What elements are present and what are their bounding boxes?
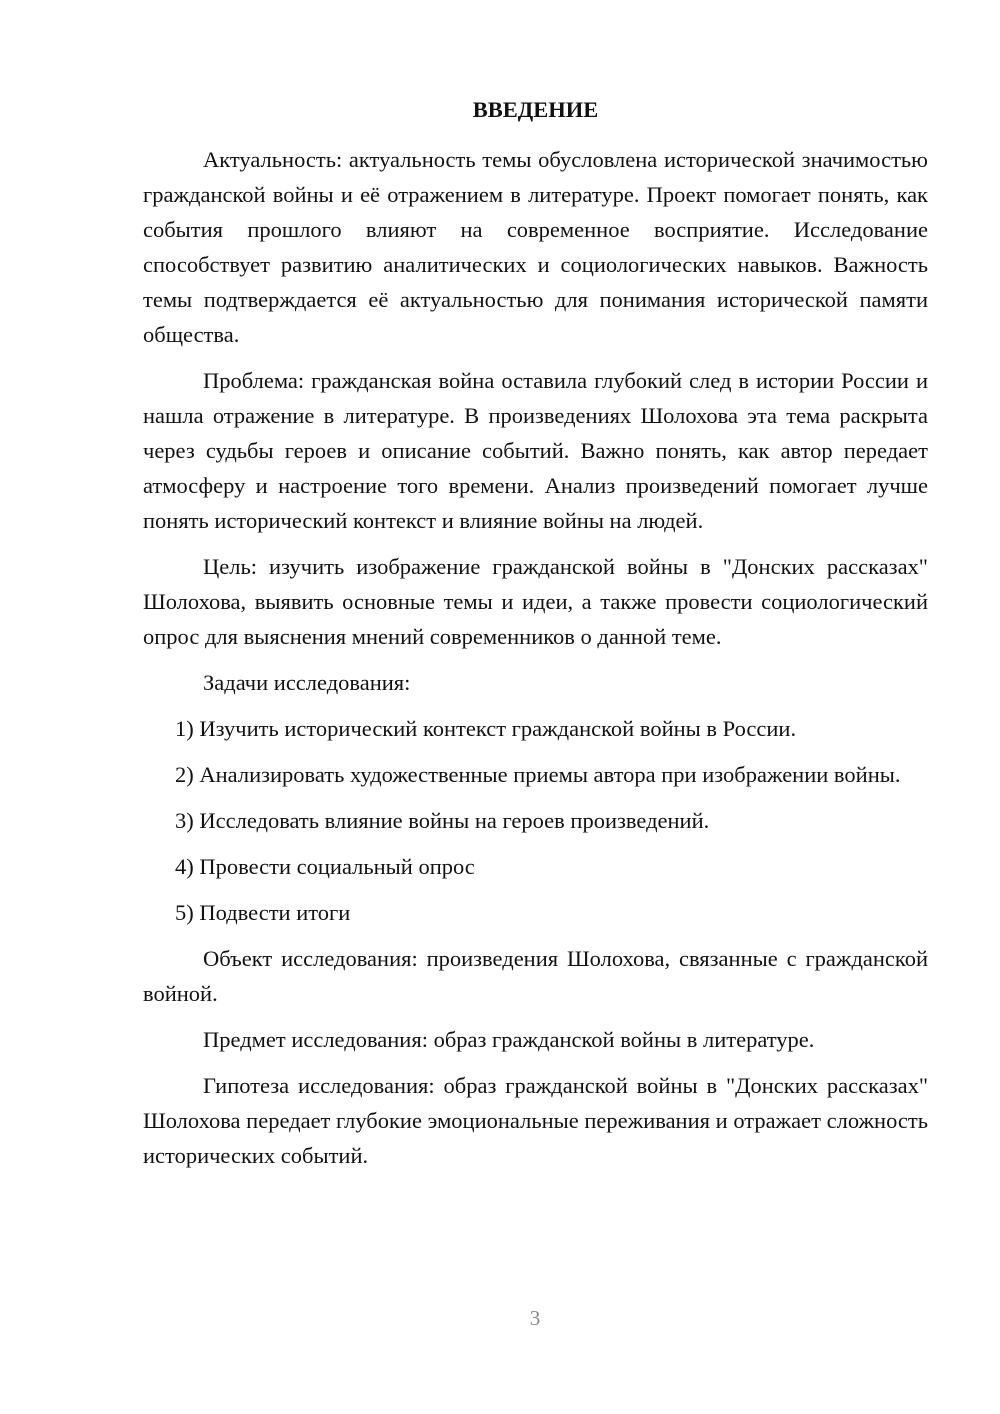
task-item: 2) Анализировать художественные приемы автора при изображении войны. xyxy=(175,762,901,787)
paragraph-relevance: Актуальность: актуальность темы обусловлена исторической значимостью гражданской войны и её отражением в литературе. Проект помогает понять, как события прошлого влияют на современное восприятие. Исследование способствует развитию аналитических и социологических навыков. Важность темы подтверждается её актуальностью для понимания исторической памяти общества. xyxy=(143,147,928,347)
tasks-heading: Задачи исследования: xyxy=(203,670,411,695)
document-page xyxy=(143,92,928,1184)
task-item: 1) Изучить исторический контекст гражданской войны в России. xyxy=(175,716,797,741)
task-item: 4) Провести социальный опрос xyxy=(175,854,475,879)
task-item: 3) Исследовать влияние войны на героев произведений. xyxy=(175,808,710,833)
page-number: 3 xyxy=(529,1306,541,1330)
task-item: 5) Подвести итоги xyxy=(175,900,351,925)
paragraph-object: Объект исследования: произведения Шолохова, связанные с гражданской войной. xyxy=(143,946,928,1006)
paragraph-hypothesis: Гипотеза исследования: образ гражданской войны в "Донских рассказах" Шолохова передает глубокие эмоциональные переживания и отражает сложность исторических событий. xyxy=(143,1073,928,1168)
paragraph-problem: Проблема: гражданская война оставила глубокий след в истории России и нашла отражение в литературе. В произведениях Шолохова эта тема раскрыта через судьбы героев и описание событий. Важно понять, как автор передает атмосферу и настроение того времени. Анализ произведений помогает лучше понять исторический контекст и влияние войны на людей. xyxy=(143,368,928,533)
section-title: ВВЕДЕНИЕ xyxy=(472,97,599,122)
paragraph-goal: Цель: изучить изображение гражданской войны в "Донских рассказах" Шолохова, выявить основные темы и идеи, а также провести социологический опрос для выяснения мнений современников о данной теме. xyxy=(143,554,928,649)
paragraph-subject: Предмет исследования: образ гражданской войны в литературе. xyxy=(203,1027,815,1052)
